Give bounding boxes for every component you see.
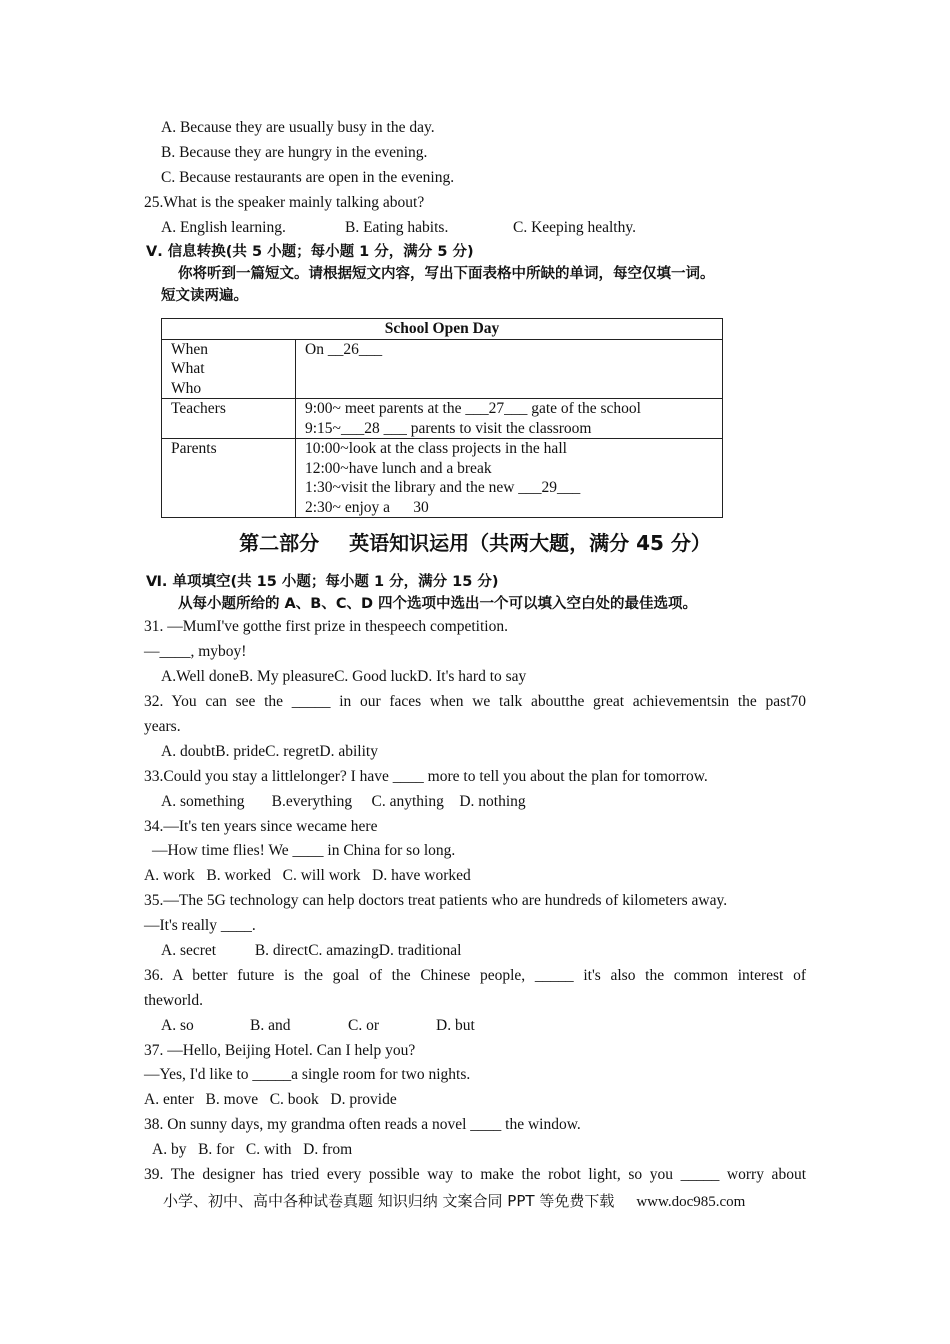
q31-reply: —____, myboy! [144, 643, 247, 660]
q25-stem: 25.What is the speaker mainly talking about? [144, 194, 425, 211]
q24-option-c: C. Because restaurants are open in the evening. [161, 169, 455, 186]
label-when: When [171, 340, 209, 358]
parents-line-2: 12:00~have lunch and a break [305, 459, 492, 477]
q38-options: A. by B. for C. with D. from [152, 1141, 353, 1158]
q25-option-b: B. Eating habits. [345, 219, 449, 236]
part2-title-right: 英语知识运用（共两大题，满分 45 分） [349, 531, 711, 555]
q36-line-2: theworld. [144, 992, 203, 1009]
section6-instruction: 从每小题所给的 A、B、C、D 四个选项中选出一个可以填入空白处的最佳选项。 [178, 596, 698, 612]
label-what: What [171, 360, 205, 377]
q24-option-a: A. Because they are usually busy in the day. [161, 119, 435, 136]
section6-heading: Ⅵ. 单项填空(共 15 小题；每小题 1 分，满分 15 分) [146, 574, 499, 590]
q36-option-c: C. or [348, 1017, 379, 1034]
blank-26: On __26___ [305, 340, 383, 358]
q37-reply: —Yes, I'd like to _____a single room for two nights. [144, 1066, 471, 1083]
part2-title [0, 527, 950, 556]
q36-line-1: 36. A better future is the goal of the Chinese people, _____ it's also the common interest of [144, 967, 806, 984]
section5-instruction-1: 你将听到一篇短文。请根据短文内容，写出下面表格中所缺的单词，每空仅填一词。 [178, 266, 715, 282]
q36-option-a: A. so [161, 1017, 194, 1034]
school-open-day-table [161, 318, 723, 518]
q35-reply: —It's really ____. [144, 917, 256, 934]
part2-title-left: 第二部分 [239, 531, 320, 555]
q34-stem: 34.—It's ten years since wecame here [144, 818, 378, 835]
q34-reply: —How time flies! We ____ in China for so long. [152, 842, 456, 859]
label-who: Who [171, 379, 202, 397]
q36-option-b: B. and [250, 1017, 291, 1034]
q33-stem: 33.Could you stay a littlelonger? I have ____ more to tell you about the plan for tomorrow. [144, 768, 708, 785]
q35-options: A. secret B. directC. amazingD. traditional [161, 942, 462, 959]
teachers-line-1: 9:00~ meet parents at the ___27___ gate of the school [305, 400, 641, 417]
footer-url[interactable]: www.doc985.com [636, 1194, 746, 1210]
q32-options: A. doubtB. prideC. regretD. ability [161, 743, 378, 760]
q33-options: A. something B.everything C. anything D. nothing [161, 793, 526, 810]
q38-stem: 38. On sunny days, my grandma often reads a novel ____ the window. [144, 1116, 581, 1133]
table-row3-label: Parents [162, 439, 296, 518]
q31-stem: 31. —MumI've gotthe first prize in thespeech competition. [144, 618, 508, 635]
section5-instruction-2: 短文读两遍。 [161, 288, 248, 304]
teachers-line-2: 9:15~___28 ___ parents to visit the classroom [305, 419, 592, 437]
table-title: School Open Day [162, 319, 723, 340]
table-row2-label: Teachers [162, 399, 296, 439]
q25-option-c: C. Keeping healthy. [513, 219, 636, 236]
section5-heading: Ⅴ. 信息转换(共 5 小题；每小题 1 分，满分 5 分) [146, 244, 474, 260]
parents-line-4: 2:30~ enjoy a 30 [305, 498, 429, 516]
q36-option-d: D. but [436, 1017, 475, 1034]
footer-text: 小学、初中、高中各种试卷真题 知识归纳 文案合同 PPT 等免费下载 [163, 1192, 615, 1210]
q32-line-2: years. [144, 718, 181, 735]
page-footer [163, 1190, 745, 1211]
table-row1-labels [162, 339, 296, 399]
q24-option-b: B. Because they are hungry in the evening. [161, 144, 428, 161]
q32-line-1: 32. You can see the _____ in our faces when we talk aboutthe great achievementsin the past70 [144, 693, 806, 710]
table-row2-content [296, 399, 723, 439]
table-row1-content [296, 339, 723, 399]
parents-line-1: 10:00~look at the class projects in the hall [305, 440, 567, 457]
q35-stem: 35.—The 5G technology can help doctors treat patients who are hundreds of kilometers away. [144, 892, 728, 909]
q39-line-1: 39. The designer has tried every possible way to make the robot light, so you _____ worry about [144, 1166, 806, 1183]
q31-options: A.Well doneB. My pleasureC. Good luckD. It's hard to say [161, 668, 527, 685]
q25-option-a: A. English learning. [161, 219, 286, 236]
q37-options: A. enter B. move C. book D. provide [144, 1091, 397, 1108]
parents-line-3: 1:30~visit the library and the new ___29___ [305, 479, 581, 496]
q34-options: A. work B. worked C. will work D. have worked [144, 867, 471, 884]
table-row3-content [296, 439, 723, 518]
q37-stem: 37. —Hello, Beijing Hotel. Can I help you? [144, 1042, 416, 1059]
